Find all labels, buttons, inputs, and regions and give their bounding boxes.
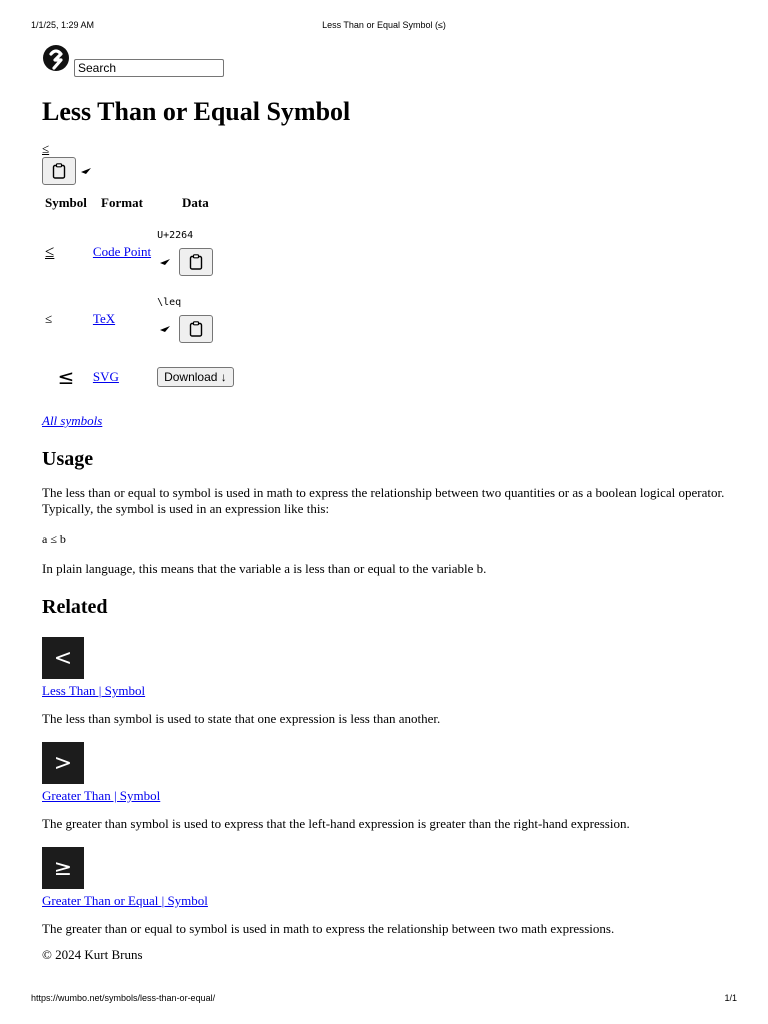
page-title: Less Than or Equal Symbol [42, 97, 351, 126]
format-cell [90, 285, 154, 353]
clipboard-icon [52, 163, 66, 179]
copy-tex-button[interactable] [179, 315, 213, 343]
related-link-less-than[interactable]: Less Than | Symbol [42, 683, 146, 698]
related-link-greater-than[interactable]: Greater Than | Symbol [42, 788, 161, 803]
table-row [42, 285, 237, 353]
caret-down-icon[interactable] [80, 167, 92, 175]
tex-link[interactable]: TeX [92, 311, 116, 326]
hero-copy-row [42, 157, 732, 185]
print-page-number: 1/1 [724, 993, 737, 1003]
usage-explanation: In plain language, this means that the variable a is less than or equal to the variable b. [42, 561, 487, 576]
related-heading: Related [42, 596, 108, 618]
print-url: https://wumbo.net/symbols/less-than-or-equal/ [31, 993, 216, 1003]
symbol-glyph: ≤ [45, 311, 53, 326]
clipboard-icon [189, 254, 203, 270]
column-header-format: Format [101, 195, 143, 210]
related-description: The greater than symbol is used to express that the left-hand expression is greater than the right-hand expression. [42, 816, 630, 831]
related-link-greater-than-or-equal[interactable]: Greater Than or Equal | Symbol [42, 893, 208, 908]
column-header-symbol: Symbol [45, 195, 87, 210]
related-description: The greater than or equal to symbol is used in math to express the relationship between two math expressions. [42, 921, 615, 936]
tex-value: \leq [157, 296, 182, 308]
related-item [42, 742, 732, 832]
related-item [42, 847, 732, 937]
usage-heading: Usage [42, 448, 94, 470]
symbol-formats-table [42, 193, 237, 401]
symbol-cell [42, 285, 90, 353]
format-cell [90, 219, 154, 285]
symbol-svg-preview: ≤ [57, 365, 75, 389]
copyright: © 2024 Kurt Bruns [42, 947, 143, 962]
print-document-title: Less Than or Equal Symbol (≤) [322, 20, 446, 30]
print-footer [0, 993, 768, 1007]
data-cell [154, 219, 237, 285]
table-header-row [42, 193, 237, 219]
search-input[interactable] [74, 59, 224, 77]
copy-code-point-button[interactable] [179, 248, 213, 276]
table-row [42, 219, 237, 285]
format-cell [90, 353, 154, 401]
copy-symbol-button[interactable] [42, 157, 76, 185]
greater-than-or-equal-tile[interactable]: ≥ [42, 847, 84, 889]
symbol-cell [42, 353, 90, 401]
print-header [0, 20, 768, 34]
code-point-link[interactable]: Code Point [92, 244, 152, 259]
code-point-value: U+2264 [157, 229, 194, 241]
svg-link[interactable]: SVG [92, 369, 119, 384]
data-cell [154, 285, 237, 353]
home-logo-link[interactable] [42, 44, 70, 72]
usage-expression: a ≤ b [42, 532, 66, 546]
related-item [42, 637, 732, 727]
usage-paragraph: The less than or equal to symbol is used in math to express the relationship between two quantities or as a boolean logical operator. Typically, the symbol is used in an expression like this: [42, 485, 725, 516]
greater-than-tile[interactable]: > [42, 742, 84, 784]
symbol-cell [42, 219, 90, 285]
page-content [42, 44, 732, 963]
all-symbols-link[interactable]: All symbols [42, 413, 103, 428]
print-datetime: 1/1/25, 1:29 AM [31, 20, 95, 30]
symbol-glyph: ≤ [45, 242, 55, 261]
hero-symbol: ≤ [42, 141, 50, 156]
caret-down-icon[interactable] [159, 258, 171, 266]
clipboard-icon [189, 321, 203, 337]
column-header-data: Data [182, 195, 209, 210]
less-than-tile[interactable]: < [42, 637, 84, 679]
wumbo-logo-icon [42, 44, 70, 72]
caret-down-icon[interactable] [159, 325, 171, 333]
table-row [42, 353, 237, 401]
related-description: The less than symbol is used to state that one expression is less than another. [42, 711, 441, 726]
data-cell [154, 353, 237, 401]
download-svg-button[interactable]: Download ↓ [157, 367, 234, 387]
